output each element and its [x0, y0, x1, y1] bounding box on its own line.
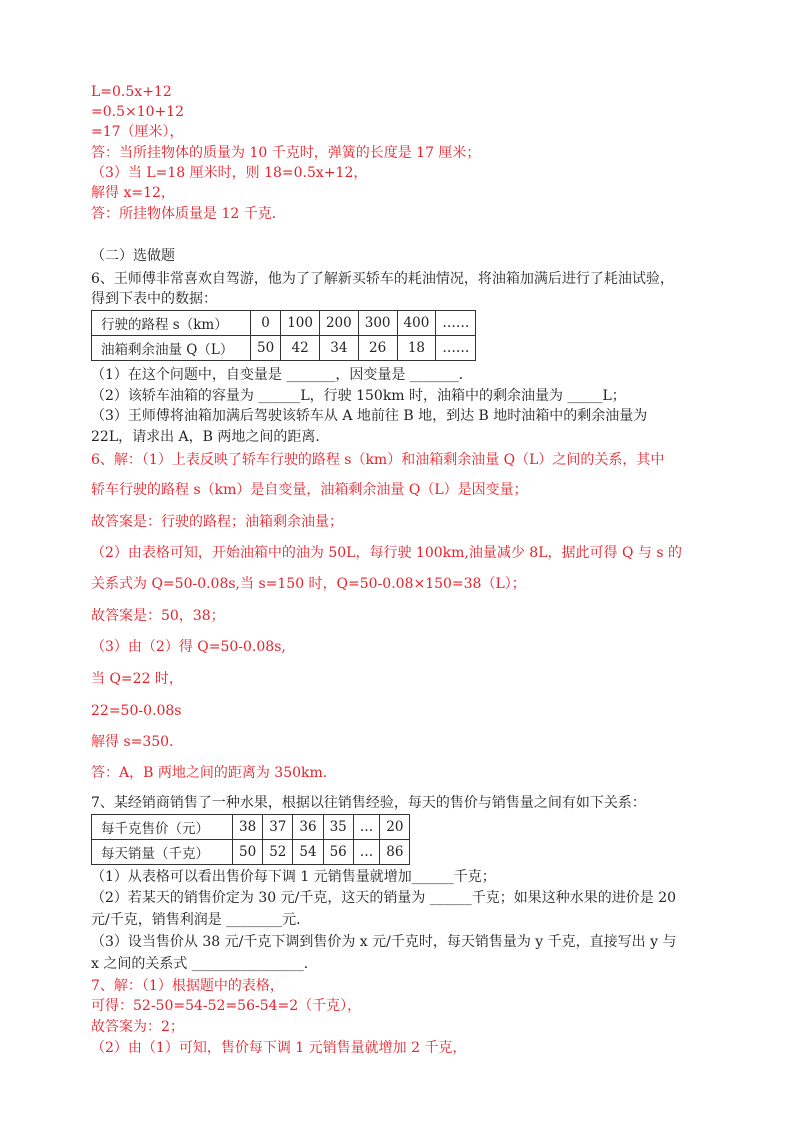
- solution-line: 可得：52-50=54-52=56-54=2（千克），: [91, 998, 362, 1014]
- table-cell: 37: [263, 815, 293, 840]
- table-cell: 200: [319, 311, 358, 336]
- fuel-table: [91, 310, 476, 361]
- solution-line: =0.5×10+12: [91, 104, 185, 120]
- table-cell: 36: [293, 815, 323, 840]
- question-stem: 7、某经销商销售了一种水果，根据以往销售经验，每天的售价与销售量之间有如下关系：: [91, 795, 646, 811]
- question-part: （2）若某天的销售价定为 30 元/千克，这天的销量为 ______千克；如果这种水果的进价是 20: [91, 890, 677, 906]
- table-cell: 38: [233, 815, 263, 840]
- table-cell: ……: [436, 311, 476, 336]
- table-cell: ……: [436, 336, 476, 361]
- solution-line: 解得 x=12，: [91, 185, 175, 201]
- table-row-header: 每天销量（千克）: [92, 840, 233, 865]
- solution-line: （3）当 L=18 厘米时，则 18=0.5x+12，: [91, 165, 368, 181]
- solution-line: 解得 s=350．: [91, 734, 184, 750]
- solution-line: 6、解：（1）上表反映了轿车行驶的路程 s（km）和油箱剩余油量 Q（L）之间的关系，其中: [91, 452, 665, 468]
- solution-line: =17（厘米），: [91, 124, 184, 140]
- solution-line: 关系式为 Q=50-0.08s,当 s=150 时，Q=50-0.08×150=38（L）；: [91, 576, 526, 592]
- question-part: （1）在这个问题中，自变量是 _______，因变量是 _______．: [91, 367, 473, 383]
- table-cell: 20: [380, 815, 410, 840]
- table-cell: 400: [397, 311, 436, 336]
- question-part: 22L，请求出 A，B 两地之间的距离．: [91, 429, 330, 445]
- table-cell: 300: [358, 311, 397, 336]
- question-stem: 得到下表中的数据：: [91, 291, 217, 307]
- table-row: [92, 311, 476, 336]
- solution-line: 7、解：（1）根据题中的表格，: [91, 978, 284, 994]
- solution-line: （3）由（2）得 Q=50-0.08s,: [91, 639, 286, 655]
- table-cell: 18: [397, 336, 436, 361]
- question-part: （3）王师傅将油箱加满后驾驶该轿车从 A 地前往 B 地，到达 B 地时油箱中的剩余油量为: [91, 408, 648, 424]
- table-row-header: 行驶的路程 s（km）: [92, 311, 251, 336]
- question-part: （2）该轿车油箱的容量为 ______L，行驶 150km 时，油箱中的剩余油量为 _____L；: [91, 388, 626, 404]
- question-part: （1）从表格可以看出售价每下调 1 元销售量就增加______千克；: [91, 869, 496, 885]
- fruit-table: [91, 814, 410, 865]
- table-cell: 54: [293, 840, 323, 865]
- solution-line: L=0.5x+12: [91, 84, 172, 100]
- table-cell: …: [353, 815, 380, 840]
- table-row: [92, 336, 476, 361]
- table-cell: 50: [233, 840, 263, 865]
- table-row: [92, 815, 410, 840]
- question-part: （3）设当售价从 38 元/千克下调到售价为 x 元/千克时，每天销售量为 y 千克，直接写出 y 与: [91, 934, 677, 950]
- table-cell: 26: [358, 336, 397, 361]
- solution-line: 答：所挂物体质量是 12 千克．: [91, 206, 286, 222]
- table-cell: 86: [380, 840, 410, 865]
- table-cell: 52: [263, 840, 293, 865]
- table-row: [92, 840, 410, 865]
- solution-line: 22=50-0.08s: [91, 703, 182, 719]
- table-cell: 100: [281, 311, 320, 336]
- solution-line: 故答案是：行驶的路程；油箱剩余油量；: [91, 514, 343, 530]
- solution-line: 故答案为：2；: [91, 1019, 184, 1035]
- table-cell: 56: [323, 840, 353, 865]
- solution-line: （2）由表格可知，开始油箱中的油为 50L，每行驶 100km,油量减少 8L，据此可得 Q 与 s 的: [91, 545, 682, 561]
- solution-line: 答：当所挂物体的质量为 10 千克时，弹簧的长度是 17 厘米；: [91, 145, 481, 161]
- question-part: 元/千克，销售利润是 ________元．: [91, 912, 311, 928]
- solution-line: 当 Q=22 时，: [91, 671, 183, 687]
- table-cell: 42: [281, 336, 320, 361]
- section-title: （二）选做题: [91, 248, 175, 264]
- table-cell: 35: [323, 815, 353, 840]
- table-row-header: 每千克售价（元）: [92, 815, 233, 840]
- question-part: x 之间的关系式 ________________．: [91, 956, 318, 972]
- solution-line: （2）由（1）可知，售价每下调 1 元销售量就增加 2 千克，: [91, 1040, 467, 1056]
- table-cell: 50: [251, 336, 281, 361]
- question-stem: 6、王师傅非常喜欢自驾游，他为了了解新买轿车的耗油情况，将油箱加满后进行了耗油试验，: [91, 271, 674, 287]
- solution-line: 答：A，B 两地之间的距离为 350km.: [91, 765, 328, 781]
- solution-line: 轿车行驶的路程 s（km）是自变量，油箱剩余油量 Q（L）是因变量；: [91, 482, 528, 498]
- table-cell: …: [353, 840, 380, 865]
- table-cell: 0: [251, 311, 281, 336]
- table-cell: 34: [319, 336, 358, 361]
- solution-line: 故答案是：50，38；: [91, 608, 225, 624]
- table-row-header: 油箱剩余油量 Q（L）: [92, 336, 251, 361]
